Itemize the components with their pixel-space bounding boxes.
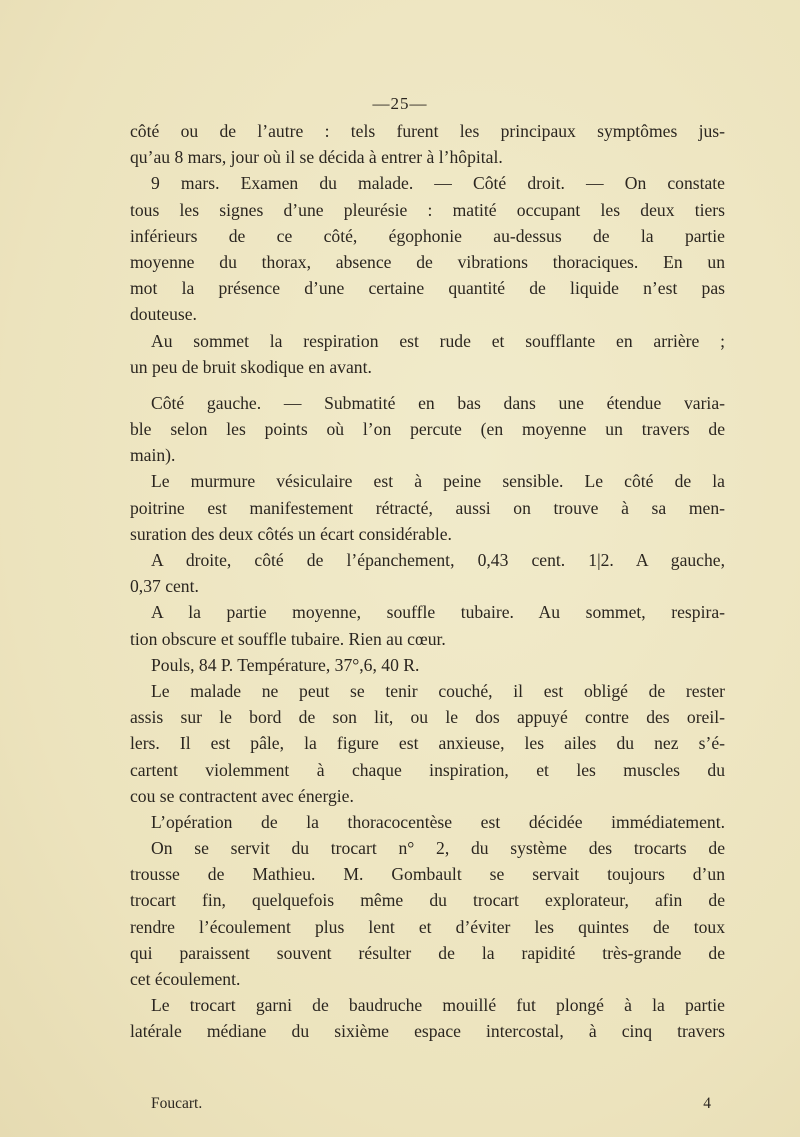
text-line: lers. Il est pâle, la figure est anxieuse, les ailes du nez s’é-: [130, 733, 725, 754]
body-text: [130, 118, 725, 1045]
text-line: cartent violemment à chaque inspiration, et les muscles du: [130, 759, 725, 780]
text-line: tous les signes d’une pleurésie : matité occupant les deux tiers: [130, 199, 725, 220]
paragraph-gap: [130, 380, 725, 390]
text-line: moyenne du thorax, absence de vibrations thoraciques. En un: [130, 251, 725, 272]
text-line: On se servit du trocart n° 2, du système des trocarts de: [151, 838, 725, 859]
text-line: cet écoulement.: [130, 969, 241, 989]
text-line: trousse de Mathieu. M. Gombault se servait toujours d’un: [130, 864, 725, 885]
text-line: A droite, côté de l’épanchement, 0,43 cent. 1|2. A gauche,: [151, 550, 725, 570]
text-line: inférieurs de ce côté, égophonie au-dessus de la partie: [130, 225, 725, 246]
text-line: Le trocart garni de baudruche mouillé fut plongé à la partie: [151, 995, 725, 1016]
text-line: un peu de bruit skodique en avant.: [130, 356, 372, 377]
text-line: 9 mars. Examen du malade. — Côté droit. — On constate: [151, 173, 725, 194]
text-line: main).: [130, 445, 176, 466]
page-number: —25—: [372, 94, 428, 113]
text-line: Au sommet la respiration est rude et soufflante en arrière ;: [151, 330, 725, 351]
text-line: Le murmure vésiculaire est à peine sensible. Le côté de la: [151, 471, 725, 492]
text-line: poitrine est manifestement rétracté, aussi on trouve à sa men-: [130, 497, 725, 518]
text-line: suration des deux côtés un écart considérable.: [130, 523, 452, 544]
text-line: L’opération de la thoracocentèse est décidée immédiatement.: [151, 811, 725, 832]
text-line: côté ou de l’autre : tels furent les principaux symptômes jus-: [130, 121, 725, 141]
text-line: cou se contractent avec énergie.: [130, 785, 354, 806]
text-line: latérale médiane du sixième espace intercostal, à cinq travers: [130, 1021, 725, 1042]
text-line: tion obscure et souffle tubaire. Rien au cœur.: [130, 628, 446, 649]
text-line: rendre l’écoulement plus lent et d’éviter les quintes de toux: [130, 916, 725, 937]
text-line: qu’au 8 mars, jour où il se décida à entrer à l’hôpital.: [130, 147, 503, 168]
text-line: assis sur le bord de son lit, ou le dos appuyé contre des oreil-: [130, 707, 725, 728]
text-line: 0,37 cent.: [130, 576, 199, 597]
signature-mark: 4: [703, 1095, 711, 1112]
text-line: mot la présence d’une certaine quantité de liquide n’est pas: [130, 278, 725, 299]
text-line: qui paraissent souvent résulter de la rapidité très-grande de: [130, 942, 725, 963]
text-line: douteuse.: [130, 304, 197, 325]
text-line: Côté gauche. — Submatité en bas dans une étendue varia-: [151, 392, 725, 413]
text-line: Pouls, 84 P. Température, 37°,6, 40 R.: [151, 654, 420, 675]
text-line: A la partie moyenne, souffle tubaire. Au sommet, respira-: [151, 602, 725, 623]
text-line: trocart fin, quelquefois même du trocart explorateur, afin de: [130, 890, 725, 911]
text-line: ble selon les points où l’on percute (en moyenne un travers de: [130, 419, 725, 440]
text-line: Le malade ne peut se tenir couché, il est obligé de rester: [151, 680, 725, 701]
footer-author: Foucart.: [151, 1095, 203, 1112]
